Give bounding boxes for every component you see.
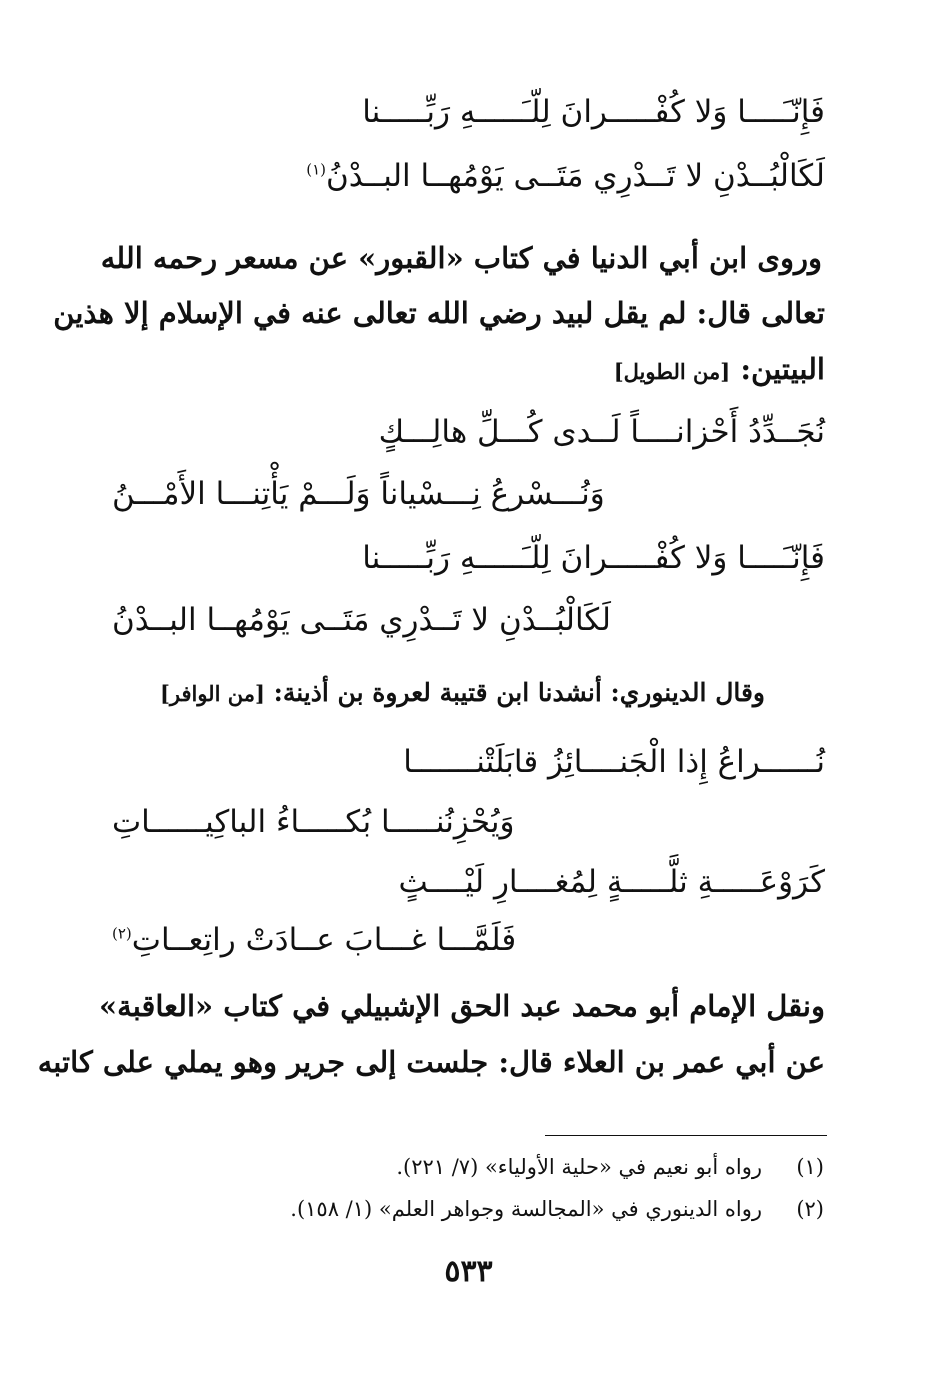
paragraph-text: تعالى قال: لم يقل لبيد رضي الله تعالى عنه في الإسلام إلا هذين: [53, 296, 825, 330]
verse-text: نُجَــدِّدُ أَحْزانــــاً لَــدى كُـــلِّ هالِـــكٍ: [378, 414, 825, 450]
verse-text: فَلَمَّـــا غـــابَ عــادَتْ راتِعــاتِ: [131, 922, 517, 958]
verse-line: [112, 920, 516, 960]
verse-line: [362, 92, 825, 132]
paragraph-text: وروى ابن أبي الدنيا في كتاب «القبور» عن مسعر رحمه الله: [100, 241, 822, 275]
paragraph-text: ونقل الإمام أبو محمد عبد الحق الإشبيلي في كتاب «العاقبة»: [99, 989, 825, 1023]
meter-label: [من الطويل]: [613, 359, 731, 384]
paragraph-line: [614, 349, 825, 392]
paragraph-line: [37, 1042, 825, 1082]
verse-line: [399, 862, 825, 902]
verse-text: كَرَوْعَـــــةِ ثلَّـــــةٍ لِمُغــــارِ لَيْــــثٍ: [398, 864, 825, 900]
meter-label: [من الوافر]: [159, 681, 265, 706]
verse-line: [403, 742, 825, 782]
footnote-text: رواه أبو نعيم في «حلية الأولياء» (٧/ ٢٢١).: [396, 1155, 762, 1179]
verse-line: [379, 412, 825, 452]
verse-text: فَإِنّـَــــا وَلا كُفْـــــرانَ لِلّـَـــــهِ رَبِّـــــنا: [362, 94, 825, 130]
footnote-text: رواه الدينوري في «المجالسة وجواهر العلم» (١/ ١٥٨).: [290, 1197, 762, 1221]
page-number: ٥٣٣: [444, 1254, 493, 1289]
paragraph-line: [53, 293, 825, 333]
paragraph-text: البيتين:: [740, 352, 825, 386]
footnote-reference: (١): [306, 160, 327, 179]
footnote: [104, 1194, 824, 1224]
verse-line: [112, 802, 515, 842]
verse-text: فَإِنّـَــــا وَلا كُفْـــــرانَ لِلّـَـــــهِ رَبِّـــــنا: [362, 540, 825, 576]
verse-text: لَكَالْبُــدْنِ لا تَــدْرِي مَتَــى يَوْمُهــا البــدْنُ: [112, 602, 611, 638]
footnote-divider: [545, 1135, 827, 1136]
verse-line: [362, 538, 825, 578]
footnote: [104, 1152, 824, 1182]
paragraph-line: [160, 675, 765, 712]
footnote-number: (١): [796, 1155, 824, 1179]
verse-text: لَكَالْبُــدْنِ لا تَــدْرِي مَتَــى يَوْمُهــا البــدْنُ: [326, 158, 825, 194]
verse-text: وَنُـــسْرعُ نِـــسْياناً وَلَـــمْ يَأْتِنـــا الأَمْـــنُ: [112, 476, 605, 512]
paragraph-text: وقال الدينوري: أنشدنا ابن قتيبة لعروة بن أذينة:: [273, 678, 765, 707]
footnote-reference: (٢): [112, 924, 132, 943]
paragraph-text: عن أبي عمر بن العلاء قال: جلست إلى جرير وهو يملي على كاتبه: [37, 1045, 825, 1079]
verse-line: [112, 474, 605, 514]
verse-line: [112, 600, 611, 640]
paragraph-line: [99, 986, 825, 1026]
verse-line: [306, 156, 825, 196]
verse-text: نُــــــراعُ إِذا الْجَنــــائِزُ قابَلَتْنـــــــا: [403, 744, 825, 780]
footnote-number: (٢): [796, 1197, 824, 1221]
verse-text: وَيُحْزِنُنـــــا بُكـــــاءُ الباكِيــــــاتِ: [112, 804, 515, 840]
paragraph-line: [100, 238, 822, 278]
